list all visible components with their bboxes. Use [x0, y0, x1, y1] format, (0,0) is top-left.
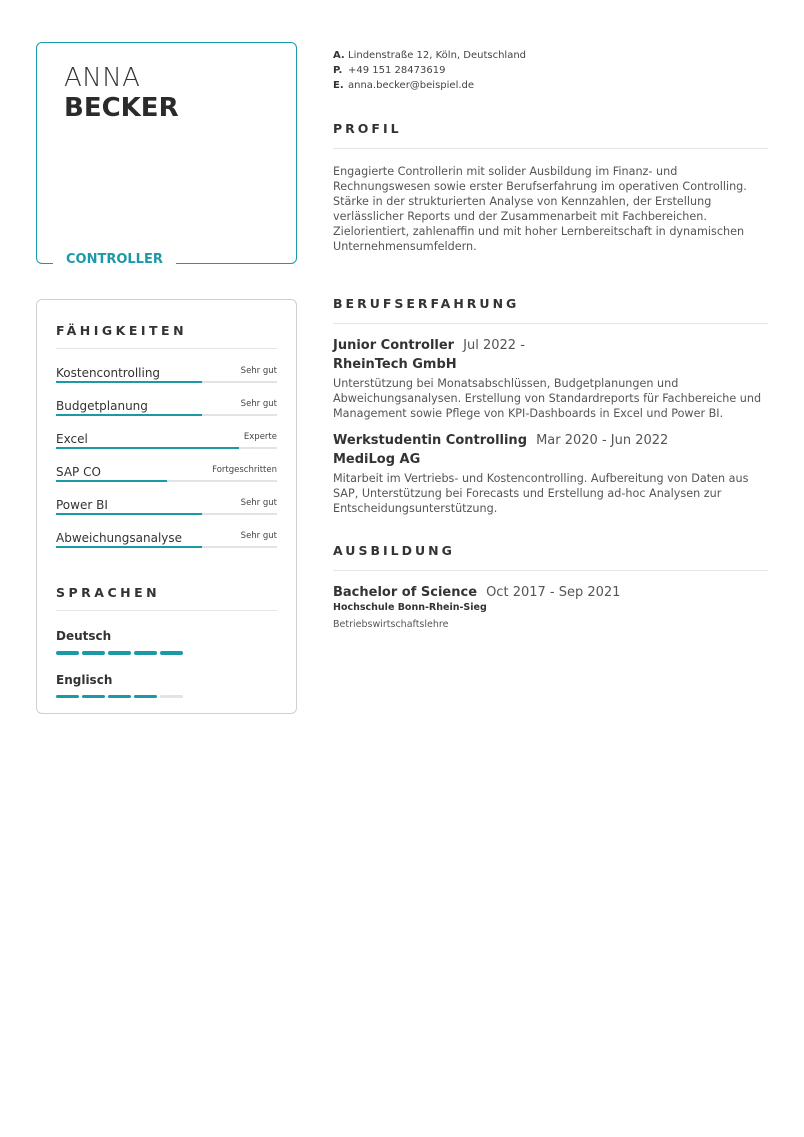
- name-box: [36, 42, 297, 267]
- skill-level: Sehr gut: [240, 531, 277, 541]
- skill-name: Excel: [56, 432, 88, 446]
- contact-address: [333, 48, 768, 63]
- skill-bar-fill: [56, 381, 202, 383]
- education-heading: AUSBILDUNG: [333, 543, 768, 571]
- contact-info: [333, 48, 768, 93]
- language-name: Deutsch: [56, 629, 112, 643]
- skill-name: Abweichungsanalyse: [56, 531, 183, 545]
- level-dot: [108, 651, 131, 655]
- level-dot: [160, 695, 183, 699]
- contact-email: [333, 78, 768, 93]
- field-of-study: Betriebswirtschaftslehre: [333, 619, 449, 630]
- language-item: [56, 629, 277, 655]
- level-dot: [56, 695, 79, 699]
- level-dot: [108, 695, 131, 699]
- skills-heading: FÄHIGKEITEN: [56, 323, 277, 349]
- skill-item: [56, 362, 277, 382]
- skill-bar-fill: [56, 447, 239, 449]
- address: Lindenstraße 12, Köln, Deutschland: [348, 50, 527, 61]
- main-content: [333, 48, 768, 630]
- skill-bar: [56, 381, 277, 383]
- skill-bar: [56, 546, 277, 548]
- job-description: Unterstützung bei Monatsabschlüssen, Budgetplanungen und Abweichungsanalysen. Erstellung von Standardreports für Fachbereiche und Management sowie Pflege von KPI-Dashboards in Excel und Power BI.: [333, 377, 762, 420]
- skill-item: [56, 461, 277, 481]
- language-level: [56, 695, 277, 699]
- level-dot: [134, 695, 157, 699]
- skill-bar: [56, 447, 277, 449]
- skill-bar: [56, 480, 277, 482]
- skill-level: Fortgeschritten: [212, 465, 277, 475]
- skill-bar-fill: [56, 414, 202, 416]
- skill-item: [56, 395, 277, 415]
- skill-item: [56, 494, 277, 514]
- level-dot: [160, 651, 183, 655]
- skill-bar-fill: [56, 513, 202, 515]
- job-role: CONTROLLER: [53, 252, 176, 267]
- education-entry: [333, 585, 768, 630]
- languages-heading: SPRACHEN: [56, 585, 277, 611]
- job-title: Werkstudentin Controlling: [333, 433, 527, 448]
- contact-phone: [333, 63, 768, 78]
- phone-key: P.: [333, 65, 343, 76]
- degree: Bachelor of Science: [333, 585, 478, 600]
- last-name: BECKER: [64, 93, 179, 123]
- email: anna.becker@beispiel.de: [348, 80, 475, 91]
- sidebar: [36, 299, 297, 714]
- job-title: Junior Controller: [333, 338, 455, 353]
- skill-bar: [56, 513, 277, 515]
- experience-heading: BERUFSERFAHRUNG: [333, 296, 768, 324]
- skill-item: [56, 527, 277, 547]
- profile-text: Engagierte Controllerin mit solider Ausbildung im Finanz- und Rechnungswesen sowie erster Berufserfahrung im operativen Controlling. Stärke in der strukturierten Analyse von Kennzahlen, der Erstellung verlässlicher Reports und der Zusammenarbeit mit Fachbereichen. Zielorientiert, zahlenaffin und mit hoher Lernbereitschaft in dynamischen Unternehmensumfeldern.: [333, 165, 747, 253]
- level-dot: [56, 651, 79, 655]
- job-entry: [333, 338, 768, 421]
- education-dates: Oct 2017 - Sep 2021: [486, 585, 621, 600]
- skill-name: SAP CO: [56, 465, 101, 479]
- language-level: [56, 651, 277, 655]
- first-name: ANNA: [64, 63, 141, 93]
- skill-name: Budgetplanung: [56, 399, 148, 413]
- job-dates: Mar 2020 - Jun 2022: [536, 433, 669, 448]
- language-name: Englisch: [56, 672, 113, 687]
- email-key: E.: [333, 80, 344, 91]
- skill-level: Experte: [243, 432, 277, 442]
- job-description: Mitarbeit im Vertriebs- und Kostencontrolling. Aufbereitung von Daten aus SAP, Unterstützung bei Forecasts und Erstellung ad-hoc Analysen zur Entscheidungsunterstützung.: [333, 472, 749, 515]
- level-dot: [82, 651, 105, 655]
- job-dates: Jul 2022 -: [463, 338, 525, 353]
- skill-bar-fill: [56, 480, 167, 482]
- skill-level: Sehr gut: [240, 366, 277, 376]
- profile-heading: PROFIL: [333, 121, 768, 149]
- skill-item: [56, 428, 277, 448]
- school: Hochschule Bonn-Rhein-Sieg: [333, 602, 487, 613]
- level-dot: [82, 695, 105, 699]
- language-item: [56, 673, 277, 699]
- level-dot: [134, 651, 157, 655]
- job-company: MediLog AG: [333, 452, 421, 467]
- skill-level: Sehr gut: [240, 399, 277, 409]
- job-company: RheinTech GmbH: [333, 357, 457, 372]
- skill-bar: [56, 414, 277, 416]
- skill-level: Sehr gut: [240, 498, 277, 508]
- skill-name: Kostencontrolling: [56, 366, 161, 380]
- address-key: A.: [333, 50, 345, 61]
- job-entry: [333, 433, 768, 516]
- phone: +49 151 28473619: [348, 65, 446, 76]
- skills-list: [56, 362, 277, 547]
- skill-name: Power BI: [56, 498, 108, 512]
- languages-list: [56, 629, 277, 698]
- skill-bar-fill: [56, 546, 202, 548]
